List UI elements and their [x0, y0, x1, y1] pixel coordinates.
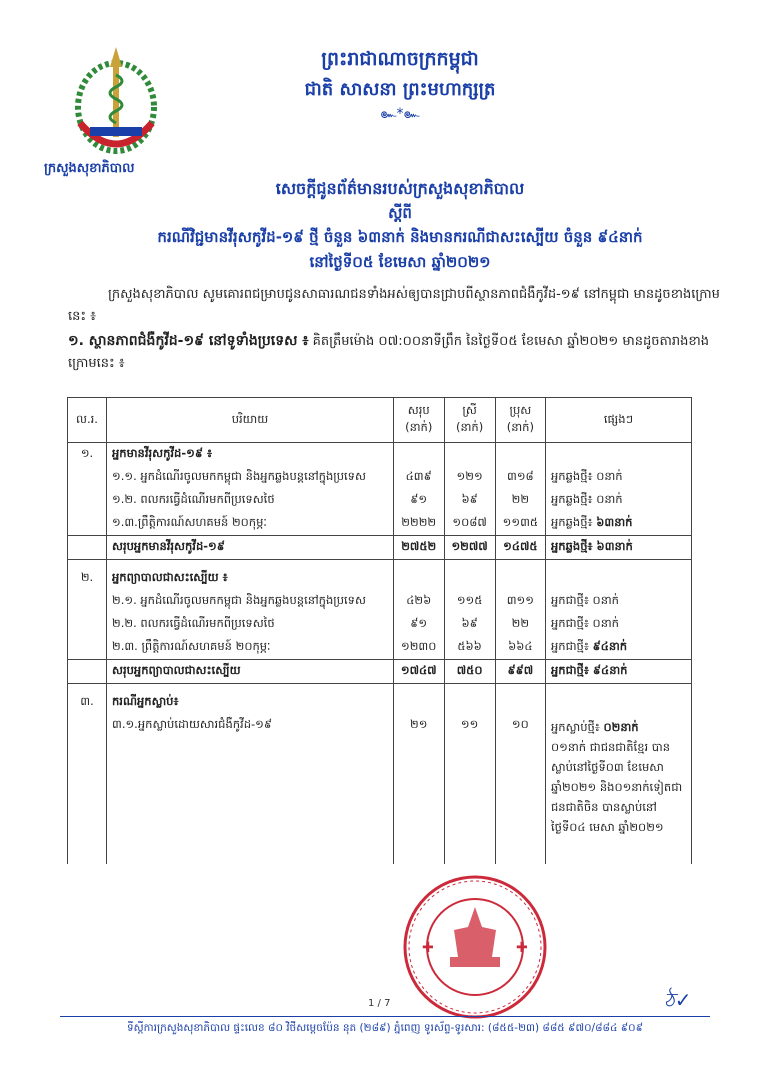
title-line-2: ស្តីពី [388, 204, 412, 222]
title-line-1: សេចក្តីជូនព័ត៌មានរបស់ក្រសួងសុខាភិបាល [275, 179, 525, 198]
row-male: ៦៦៤ [495, 636, 545, 660]
row-other: អ្នកជាថ្មី៖ ០នាក់ [546, 613, 692, 636]
sum-description: សរុបអ្នកព្យាបាលជាសះស្បើយ [107, 660, 394, 684]
ministry-name: ក្រសួងសុខាភិបាល [44, 161, 135, 176]
row-female: ១២១ [444, 466, 495, 489]
section-title-text: ករណីអ្នកស្លាប់៖ [112, 694, 179, 708]
row-other-value: ៩៤នាក់ [592, 639, 628, 653]
row-total: ៩១ [393, 489, 444, 512]
row-total: ៤៣៩ [393, 466, 444, 489]
table-row [68, 714, 692, 864]
table-sum-row [68, 536, 692, 560]
table-row [68, 466, 692, 489]
table-sum-row [68, 660, 692, 684]
row-male: ២២ [495, 613, 545, 636]
national-motto: ជាតិ សាសនា ព្រះមហាក្សត្រ [304, 79, 496, 100]
row-other-value: ៦៣នាក់ [596, 515, 633, 529]
signature-initials: ঠ✓ [664, 988, 692, 1012]
section-number: ២. [68, 560, 107, 591]
kingdom-heading: ព្រះរាជាណាចក្រកម្ពុជា [321, 48, 479, 70]
header-other: ផ្សេងៗ [546, 398, 692, 443]
row-other-detail: ០១នាក់ ជាជនជាតិខ្មែរ បានស្លាប់នៅថ្ងៃទី០៣ ខែមេសា ឆ្នាំ២០២១ និង០១នាក់ទៀតជាជនជាតិចិន បានស្លាប់នៅថ្ងៃទី០៤ មេសា ឆ្នាំ២០២១ [551, 740, 683, 834]
row-total: ២១ [393, 714, 444, 864]
row-male: ១០ [495, 714, 545, 864]
sum-female: ១២៧៧ [444, 536, 495, 560]
section-title [107, 443, 394, 467]
table-row [68, 489, 692, 512]
row-other: អ្នកឆ្លងថ្មី៖ ០នាក់ [546, 489, 692, 512]
section-title [107, 560, 394, 591]
title-line-4: នៅថ្ងៃទី០៥ ខែមេសា ឆ្នាំ២០២១ [309, 253, 491, 271]
official-stamp [400, 872, 550, 1022]
row-other [546, 714, 692, 864]
header-male [495, 398, 545, 443]
intro-paragraph: ក្រសួងសុខាភិបាល សូមគោរពជម្រាបជូនសាធារណជនទាំងអស់ឲ្យបានជ្រាបពីស្ថានភាពជំងឺកូវីដ-១៩ នៅកម្ពុជា មានដូចខាងក្រោមនេះ ៖ [68, 287, 720, 324]
row-description: ១.២. ពលករធ្វើដំណើរមកពីប្រទេសថៃ [107, 489, 394, 512]
row-male: ៣១៨ [495, 466, 545, 489]
header-male-label: ប្រុស [509, 403, 532, 417]
table-row [68, 512, 692, 536]
header-female-label: ស្រី [462, 403, 477, 417]
row-description: ២.២. ពលករធ្វើដំណើរមកពីប្រទេសថៃ [107, 613, 394, 636]
header-description: បរិយាយ [107, 398, 394, 443]
row-female: ១១៥ [444, 590, 495, 613]
sum-other: អ្នកឆ្លងថ្មី៖ ៦៣នាក់ [546, 536, 692, 560]
footer-divider [60, 1016, 710, 1017]
section-1-paragraph [68, 330, 728, 375]
row-other: អ្នកជាថ្មី៖ ០នាក់ [546, 590, 692, 613]
row-male: ១១៣៥ [495, 512, 545, 536]
row-total: ១២៣០ [393, 636, 444, 660]
row-other-label: អ្នកស្លាប់ថ្មី៖ [551, 720, 600, 734]
row-description: ១.៣.ព្រឹត្តិការណ៍សហគមន៍ ២០កុម្ភៈ [107, 512, 394, 536]
section-number: ៣. [68, 684, 107, 715]
covid-status-table [67, 397, 692, 864]
sum-male: ១៤៧៥ [495, 536, 545, 560]
row-female: ៦៩ [444, 613, 495, 636]
row-female: ៦៩ [444, 489, 495, 512]
row-other [546, 636, 692, 660]
svg-text:✚: ✚ [422, 940, 434, 956]
header-male-unit: (នាក់) [506, 420, 534, 434]
sum-other: អ្នកជាថ្មី៖ ៩៤នាក់ [546, 660, 692, 684]
table-row [68, 613, 692, 636]
page-number: 1 / 7 [368, 998, 391, 1009]
row-description: ១.១. អ្នកដំណើរចូលមកកម្ពុជា និងអ្នកឆ្លងបន្តនៅក្នុងប្រទេស [107, 466, 394, 489]
ministry-logo [60, 45, 172, 163]
row-other-label: អ្នកជាថ្មី៖ [551, 639, 589, 653]
row-description: ២.៣. ព្រឹត្តិការណ៍សហគមន៍ ២០កុម្ភៈ [107, 636, 394, 660]
row-description: ៣.១.អ្នកស្លាប់ដោយសារជំងឺកូវីដ-១៩ [107, 714, 394, 864]
header-no: ល.រ. [68, 398, 107, 443]
ornament: ๛*๛ [380, 106, 420, 122]
row-total: ៩១ [393, 613, 444, 636]
row-female: ១១ [444, 714, 495, 864]
row-description: ២.១. អ្នកដំណើរចូលមកកម្ពុជា និងអ្នកឆ្លងបន្តនៅក្នុងប្រទេស [107, 590, 394, 613]
sum-total: ២៧៥២ [393, 536, 444, 560]
sum-female: ៧៥០ [444, 660, 495, 684]
header-total-label: សរុប [407, 403, 430, 417]
section-title [107, 684, 394, 715]
header-female-unit: (នាក់) [456, 420, 484, 434]
section-number: ១. [68, 443, 107, 467]
sum-male: ៩៩៧ [495, 660, 545, 684]
section-title-text: អ្នកមានវីរុសកូវីដ-១៩ ៖ [112, 446, 213, 460]
table-row [68, 560, 692, 591]
section-1-heading: ១. ស្ថានភាពជំងឺកូវីដ-១៩ នៅទូទាំងប្រទេស ៖ [68, 333, 309, 349]
table-row [68, 636, 692, 660]
row-female: ១០៨៧ [444, 512, 495, 536]
header-total [393, 398, 444, 443]
sum-description: សរុបអ្នកមានវីរុសកូវីដ-១៩ [107, 536, 394, 560]
table-row [68, 443, 692, 467]
row-other [546, 512, 692, 536]
section-1-text: គិតត្រឹមម៉ោង ០៧:០០នាទីព្រឹក នៃថ្ងៃទី០៥ ខែមេសា ឆ្នាំ២០២១ មានដូចតារាងខាងក្រោមនេះ ៖ [68, 334, 709, 371]
row-other-label: អ្នកឆ្លងថ្មី៖ [551, 515, 593, 529]
footer-address: ទីស្តីការក្រសួងសុខាភិបាល ផ្ទះលេខ ៨០ វិថីសម្ដេចប៉ែន នុត (២៨៩) ភ្នំពេញ ទូរស័ព្ទ-ទូរសារ: (៨៥៥-២៣) ៨៨៥ ៩៧០/៨៨៤ ៩០៩ [126, 1022, 644, 1034]
title-line-3: ករណីវិជ្ជមានវីរុសកូវីដ-១៩ ថ្មី ចំនួន ៦៣នាក់ និងមានករណីជាសះស្បើយ ចំនួន ៩៤នាក់ [157, 228, 643, 246]
row-male: ២២ [495, 489, 545, 512]
table-header-row [68, 398, 692, 443]
row-total: ៤២៦ [393, 590, 444, 613]
section-title-text: អ្នកព្យាបាលជាសះស្បើយ ៖ [112, 570, 228, 584]
sum-total: ១៧៤៧ [393, 660, 444, 684]
header-total-unit: (នាក់) [405, 420, 433, 434]
row-male: ៣១១ [495, 590, 545, 613]
table-row [68, 684, 692, 715]
header-female [444, 398, 495, 443]
row-other: អ្នកឆ្លងថ្មី៖ ០នាក់ [546, 466, 692, 489]
row-other-value: ០២នាក់ [603, 720, 639, 734]
svg-text:✚: ✚ [516, 940, 528, 956]
row-total: ២២២២ [393, 512, 444, 536]
table-row [68, 590, 692, 613]
row-female: ៥៦៦ [444, 636, 495, 660]
